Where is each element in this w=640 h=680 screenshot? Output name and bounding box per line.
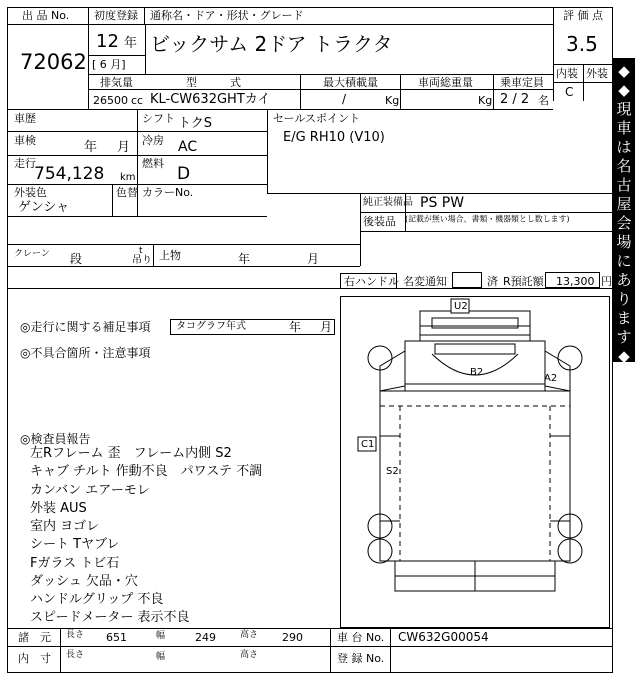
interior-label: 内装 (556, 67, 578, 80)
report-line-10: スピードメーター 表示不良 (30, 610, 190, 625)
pickup-label: 上物 (159, 249, 181, 262)
inner-height-label: 高さ (240, 650, 259, 660)
km-unit: km (120, 172, 136, 183)
equip-label: 純正装備品 (363, 197, 413, 208)
width-value: 249 (195, 631, 216, 644)
capacity-value: 2 / 2 (500, 92, 530, 107)
tachograph-label: タコグラフ年式 (176, 321, 246, 332)
length-value: 651 (106, 631, 127, 644)
width-label: 幅 (156, 631, 166, 641)
shift-label: シフト (142, 112, 175, 125)
inspection-year: 年 (84, 140, 98, 155)
report-line-4: 外装 AUS (30, 501, 87, 516)
mark-c1: C1 (361, 439, 375, 450)
max-load-value: / (342, 92, 347, 106)
inspection-month: 月 (117, 140, 131, 155)
first-reg-year: 12 (96, 31, 119, 52)
report-line-9: ハンドルグリップ 不良 (30, 592, 164, 607)
displacement-value: 26500 (93, 94, 128, 107)
crane-ton: t (139, 246, 143, 256)
report-line-8: ダッシュ 欠品・穴 (30, 574, 138, 589)
first-reg-month: [ 6 月] (92, 58, 126, 71)
exterior-label: 外装 (586, 67, 608, 80)
shift-value: トクS (178, 116, 212, 131)
inner-length-label: 長さ (66, 650, 85, 660)
interior-grade: C (565, 85, 574, 99)
lot-label: 出 品 No. (22, 9, 70, 22)
color-no-label: 色替 (116, 186, 138, 199)
mark-u2: U2 (454, 301, 468, 312)
cc-unit: cc (131, 94, 144, 107)
capacity-label: 乗車定員 (500, 76, 544, 89)
length-label: 長さ (66, 630, 85, 640)
color-value: ゲンシャ (18, 200, 70, 215)
chassis-value: CW632G00054 (398, 630, 489, 644)
report-line-2: キャブ チルト 作動不良 パワステ 不調 (30, 464, 263, 479)
crane-label: クレーン (14, 249, 50, 259)
deposit-r-label: R預託額 (503, 275, 544, 288)
crane-hoist: 吊り (132, 255, 152, 266)
truck-diagram (340, 296, 610, 628)
inspector-label: ◎検査員報告 (20, 432, 91, 446)
tachograph-month: 月 (320, 320, 333, 334)
inspection-label: 車検 (14, 134, 36, 147)
color-code-label: カラーNo. (142, 186, 194, 199)
model-value: KL-CW632GHTカイ (150, 92, 271, 107)
gross-unit: Kg (478, 94, 493, 107)
color-label: 外装色 (14, 186, 47, 199)
report-line-3: カンバン エアーモレ (30, 483, 150, 498)
handle-value: 右ハンドル (344, 275, 399, 288)
sales-label: セールスポイント (273, 112, 361, 125)
tachograph-year: 年 (289, 320, 302, 334)
rating-label: 評 価 点 (563, 9, 603, 22)
reg-label: 登 録 No. (337, 652, 385, 665)
max-load-label: 最大積載量 (323, 76, 378, 89)
mark-a2: A2 (544, 373, 558, 384)
year-unit: 年 (124, 36, 138, 51)
fuel-value: D (177, 164, 191, 184)
driving-notes-label: ◎走行に関する補足事項 (20, 320, 151, 334)
rating-value: 3.5 (566, 32, 598, 56)
max-load-unit: Kg (385, 94, 400, 107)
deposit-value: 13,300 (556, 275, 595, 288)
retrofit-label: 後装品 (363, 215, 396, 228)
lot-number: 72062 (20, 50, 87, 74)
yen-unit: 円 (601, 275, 612, 288)
pickup-year: 年 (238, 252, 251, 266)
sales-point: E/G RH10 (V10) (283, 130, 385, 145)
inner-width-label: 幅 (156, 652, 166, 662)
person-unit: 名 (538, 94, 549, 107)
crane-stage: 段 (70, 252, 83, 266)
ac-label: 冷房 (142, 134, 164, 147)
chassis-label: 車 台 No. (337, 631, 385, 644)
report-line-5: 室内 ヨゴレ (30, 519, 100, 534)
inner-dim-label: 内 寸 (18, 652, 51, 665)
ac-value: AC (178, 139, 198, 155)
retrofit-note: (記載が無い場合、書類・機器類とし数します) (405, 215, 570, 224)
mileage-value: 754,128 (34, 164, 105, 184)
car-name: ビックサム 2ドア トラクタ (150, 32, 393, 56)
first-reg-label: 初度登録 (94, 9, 138, 22)
history-label: 車歴 (14, 112, 36, 125)
mark-b2: B2 (470, 367, 484, 378)
mileage-label: 走行 (14, 157, 36, 170)
report-line-6: シート Tヤブレ (30, 537, 120, 552)
gross-label: 車両総重量 (418, 76, 473, 89)
mark-s2: S2 (386, 466, 399, 477)
equip-value: PS PW (420, 195, 465, 211)
report-line-1: 左Rフレーム 歪 フレーム内側 S2 (30, 446, 232, 461)
defect-label: ◎不具合箇所・注意事項 (20, 346, 151, 360)
name-label: 通称名・ドア・形状・グレード (150, 9, 304, 22)
height-label: 高さ (240, 630, 259, 640)
deposit-label: 済 (487, 275, 498, 288)
name-change-label: 名変通知 (403, 275, 447, 288)
height-value: 290 (282, 631, 303, 644)
name-change-box (452, 272, 482, 288)
model-label: 型 式 (186, 76, 241, 89)
pickup-month: 月 (307, 252, 320, 266)
location-banner: ◆ ◆ 現 車 は 名 古 屋 会 場 に あ り ま す ◆ ◆ (613, 58, 635, 362)
displacement-label: 排気量 (100, 76, 133, 89)
report-line-7: Fガラス トビ石 (30, 556, 120, 571)
dim-label: 諸 元 (18, 631, 51, 644)
fuel-label: 燃料 (142, 157, 164, 170)
